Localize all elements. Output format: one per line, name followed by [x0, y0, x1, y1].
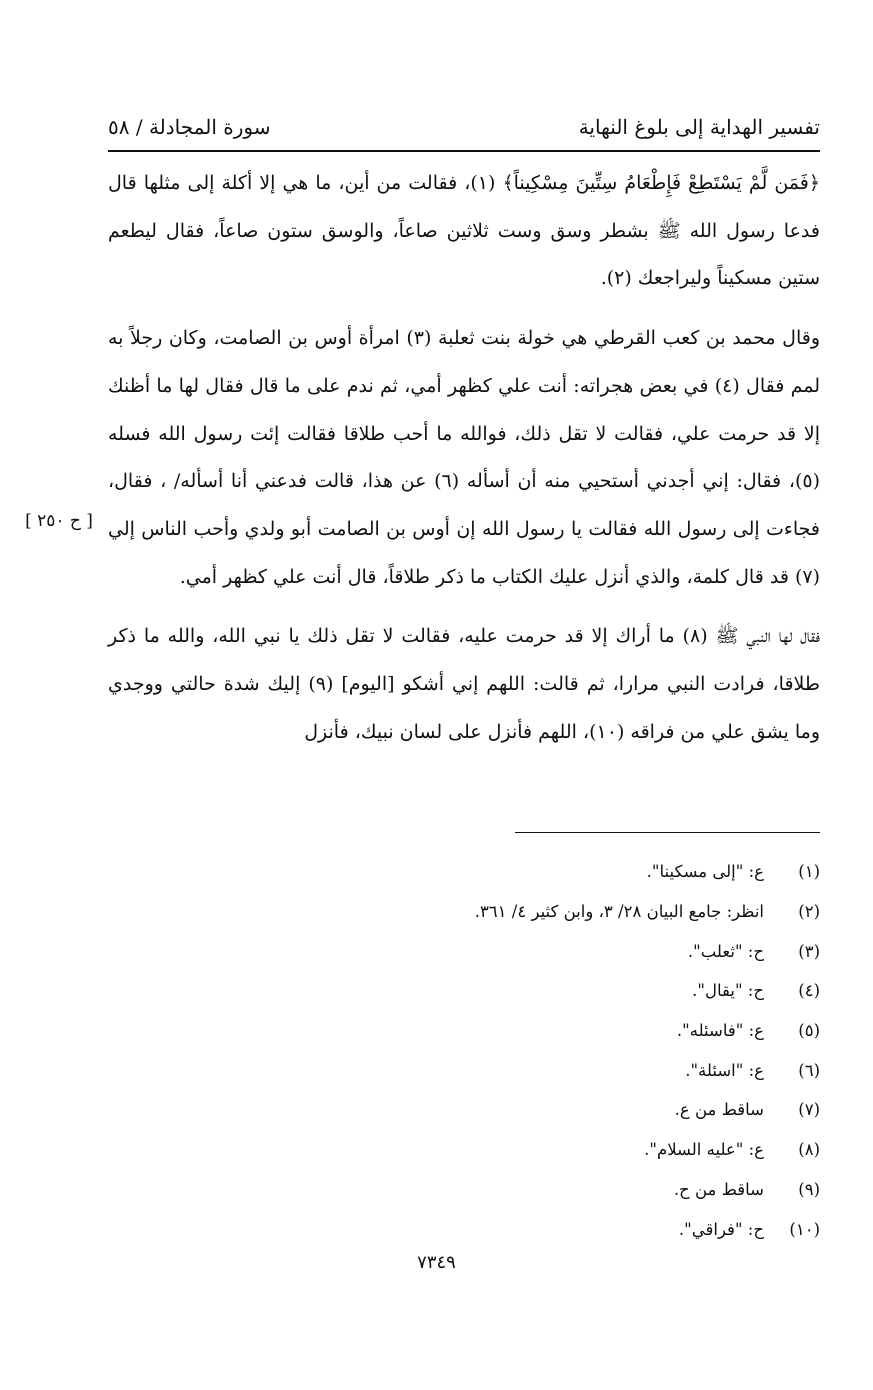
footnote-number: (٦): [798, 1060, 820, 1080]
footnote-number: (١٠): [789, 1219, 820, 1239]
footnote: [108, 1209, 820, 1249]
footnote-number: (٣): [798, 941, 820, 961]
footnote-text: ح: "ثعلب".: [687, 941, 764, 961]
footnote: [108, 931, 820, 971]
footnote-number: (٩): [798, 1179, 820, 1199]
footnote: [108, 892, 820, 932]
footnote-text: ح: "فراقي".: [678, 1219, 764, 1239]
footnotes: [108, 852, 820, 1249]
surah-page-label: سورة المجادلة / ٥٨: [108, 115, 271, 139]
footnote: [108, 971, 820, 1011]
footnote-text: انظر: جامع البيان ٢٨/ ٣، وابن كثير ٤/ ٣٦١.: [474, 902, 764, 922]
footnote-text: ساقط من ع.: [674, 1100, 764, 1120]
footnote-number: (٤): [798, 981, 820, 1001]
paragraph: وقال محمد بن كعب القرطي هي خولة بنت ثعلبة (٣) امرأة أوس بن الصامت، وكان رجلاً به لمم فقال (٤) في بعض هجراته: أنت علي كظهر أمي، ثم ندم على ما قال فقال لها ما أظنك إلا قد حرمت علي، فقالت لا تقل ذلك، فوالله ما أحب طلاقا فقالت إئت رسول الله فسله (٥)، فقال: إني أجدني أستحيي منه أن أسأله (٦) عن هذا، قالت فدعني أنا أسأله/ ، فقال، فجاءت إلى رسول الله فقالت يا رسول الله إن أوس بن الصامت أبو ولدي وأحب الناس إلي (٧) قد قال كلمة، والذي أنزل عليك الكتاب ما ذكر طلاقاً، قال أنت علي كظهر أمي.: [108, 327, 821, 588]
footnote: [108, 1050, 820, 1090]
footnote-text: ع: "إلى مسكينا".: [646, 862, 764, 882]
footnote-number: (٢): [798, 902, 820, 922]
margin-reference: [ ح ٢٥٠ ]: [25, 511, 93, 531]
footnote: [108, 1090, 820, 1130]
footnote-rule: [515, 832, 820, 833]
footnote-text: ع: "اسئلة".: [685, 1060, 764, 1080]
footnote-text: ع: "فاسئله".: [676, 1021, 764, 1041]
footnote-text: ح: "يقال".: [692, 981, 764, 1001]
footnote: [108, 1130, 820, 1170]
footnote-text: ساقط من ح.: [673, 1179, 764, 1199]
header-rule: [108, 150, 820, 152]
footnote: [108, 852, 820, 892]
footnote: [108, 1011, 820, 1051]
paragraph: فقال لها النبي ﷺ (٨) ما أراك إلا قد حرمت عليه، فقالت لا تقل ذلك يا نبي الله، والله ما ذكر طلاقا، فرادت النبي مرارا، ثم قالت: اللهم إني أشكو [اليوم] (٩) إليك شدة حالتي ووجدي وما يشق علي من فراقه (١٠)، اللهم فأنزل على لسان نبيك، فأنزل: [108, 625, 821, 743]
paragraph: ﴿فَمَن لَّمْ يَسْتَطِعْ فَإِطْعَامُ سِتِّينَ مِسْكِيناً﴾ (١)، فقالت من أين، ما هي إلا أكلة إلى مثلها قال فدعا رسول الله ﷺ بشطر وسق وست ثلاثين صاعاً، والوسق ستون صاعاً، فقال ليطعم ستين مسكيناً وليراجعك (٢).: [108, 172, 820, 290]
footnote-number: (٥): [798, 1021, 820, 1041]
footnote-text: ع: "عليه السلام".: [644, 1140, 764, 1160]
book-title: تفسير الهداية إلى بلوغ النهاية: [578, 115, 820, 139]
page-number: ٧٣٤٩: [417, 1252, 456, 1273]
main-text: [108, 160, 820, 756]
running-header: [108, 108, 820, 146]
footnote: [108, 1170, 820, 1210]
footnote-number: (٨): [798, 1140, 820, 1160]
footnote-number: (١): [798, 862, 820, 882]
footnote-number: (٧): [798, 1100, 820, 1120]
